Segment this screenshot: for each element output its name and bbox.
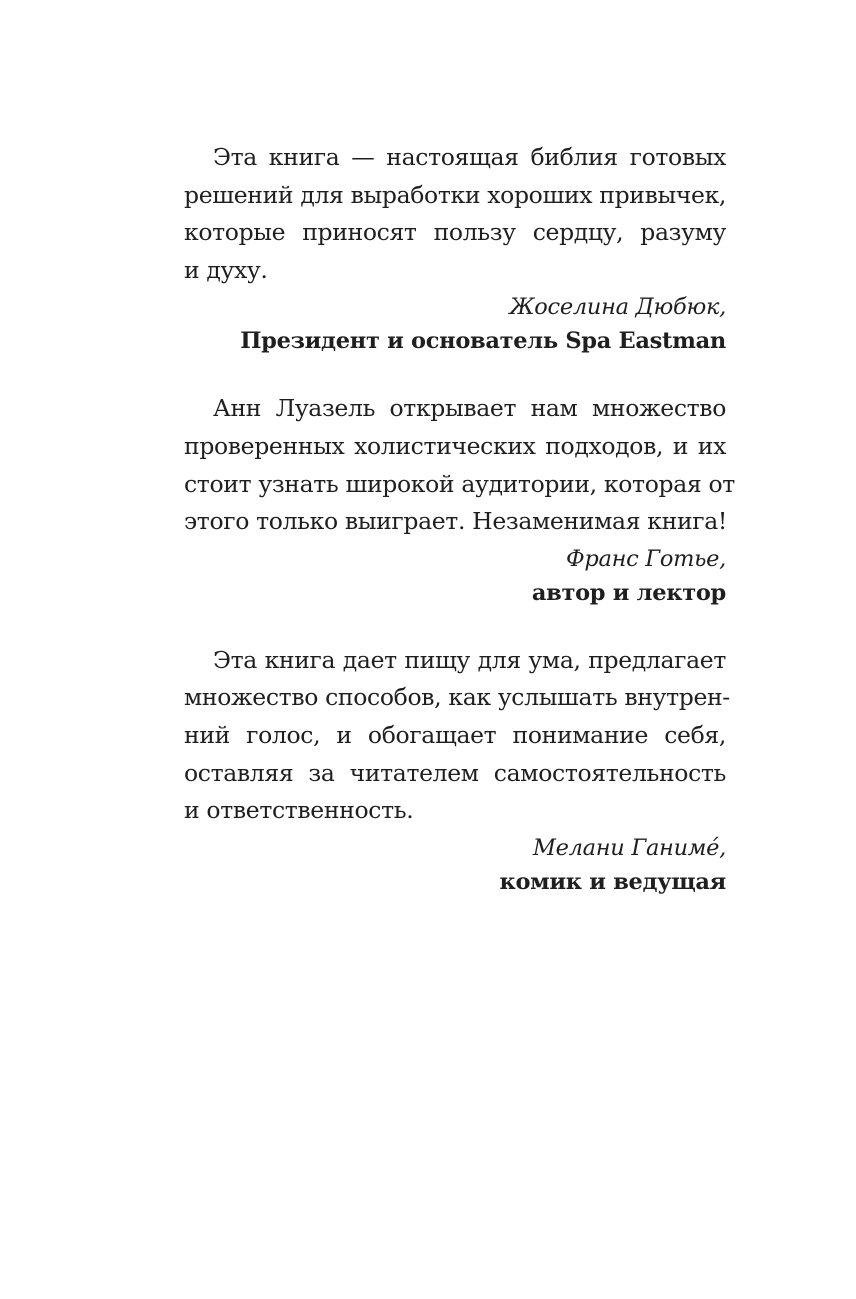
testimonial-author: Жоселина Дюбюк, [509, 294, 726, 321]
quote-line: Эта книга дает пищу для ума, предлагает [213, 645, 726, 674]
testimonial-author: Мелани Ганиме́, [532, 834, 726, 861]
quote-line: Анн Луазель открывает нам множество [213, 394, 726, 423]
testimonials-page [184, 139, 735, 931]
testimonial-quote [184, 390, 735, 540]
testimonial-role: Президент и основатель Spa Eastman [240, 328, 726, 355]
testimonial-2 [184, 390, 735, 609]
quote-line: ний голос, и обогащает понимание себя, [184, 720, 726, 749]
quote-line: решений для выработки хороших привычек, [184, 180, 727, 209]
quote-line: множество способов, как услышать внутрен- [184, 683, 730, 712]
testimonial-quote [184, 642, 730, 830]
quote-line: этого только выиграет. Незаменимая книга! [184, 507, 727, 536]
quote-line: и ответственность. [184, 796, 414, 825]
quote-line: оставляя за читателем самостоятельность [184, 758, 726, 787]
testimonial-role: автор и лектор [531, 579, 726, 606]
testimonial-quote [184, 139, 726, 289]
testimonial-3 [184, 642, 730, 899]
testimonial-author: Франс Готье, [566, 545, 726, 572]
quote-line: проверенных холистических подходов, и их [184, 431, 726, 460]
testimonial-role: комик и ведущая [499, 868, 726, 895]
quote-line: которые приносят пользу сердцу, разуму [184, 218, 726, 247]
testimonial-1 [184, 139, 726, 358]
quote-line: стоит узнать широкой аудитории, которая от [184, 469, 735, 498]
quote-line: Эта книга — настоящая библия готовых [213, 143, 726, 171]
quote-line: и духу. [184, 255, 268, 284]
